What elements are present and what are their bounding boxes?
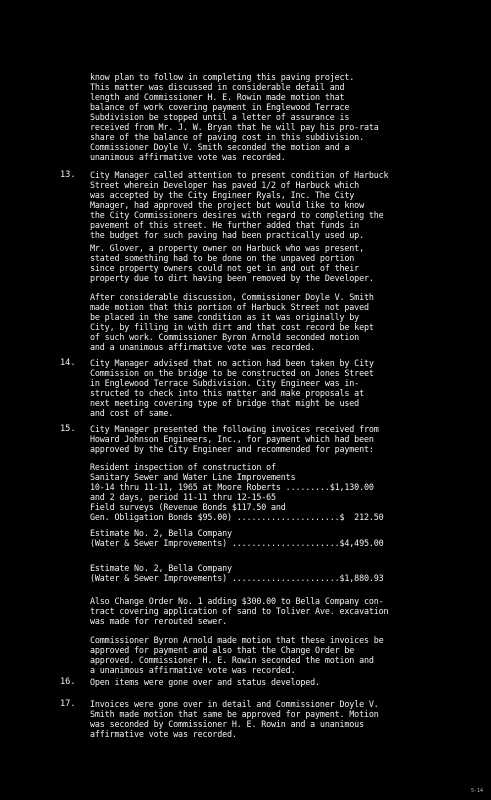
paragraph-line: of such work. Commissioner Byron Arnold seconded motion <box>90 332 360 342</box>
paragraph-line: Manager, had approved the project but would like to know <box>90 200 364 210</box>
item-number: 16. <box>60 677 76 687</box>
paragraph-line: affirmative vote was recorded. <box>90 729 237 739</box>
corner-mark: 5-14 <box>470 788 483 794</box>
paragraph-line: Commissioner Doyle V. Smith seconded the motion and a <box>90 142 350 152</box>
paragraph-line: received from Mr. J. W. Bryan that he will pay his pro-rata <box>90 122 379 132</box>
paragraph-line: Howard Johnson Engineers, Inc., for payment which had been <box>90 434 374 444</box>
paragraph-line: was made for rerouted sewer. <box>90 616 227 626</box>
invoice-line: Gen. Obligation Bonds $95.00) .....................$ 212.50 <box>90 512 384 522</box>
paragraph-line: be placed in the same condition as it was originally by <box>90 312 360 322</box>
invoice-line: 10-14 thru 11-11, 1965 at Moore Roberts .........$1,130.00 <box>90 482 374 492</box>
paragraph-line: City Manager presented the following invoices received from <box>90 424 379 434</box>
paragraph-line: next meeting covering type of bridge that might be used <box>90 398 360 408</box>
invoice-line: (Water & Sewer Improvements) ......................$4,495.00 <box>90 538 384 548</box>
paragraph-line: Commission on the bridge to be constructed on Jones Street <box>90 368 374 378</box>
paragraph-line: City Manager called attention to present condition of Harbuck <box>90 170 389 180</box>
item-number: 15. <box>60 424 76 434</box>
paragraph-line: was seconded by Commissioner H. E. Rowin and a unanimous <box>90 719 364 729</box>
paragraph-line: and cost of same. <box>90 408 174 418</box>
invoice-line: Resident inspection of construction of <box>90 462 276 472</box>
paragraph-line: Commissioner Byron Arnold made motion that these invoices be <box>90 635 384 645</box>
paragraph-line: approved by the City Engineer and recommended for payment: <box>90 444 374 454</box>
paragraph-line: pavement of this street. He further added that funds in <box>90 220 360 230</box>
invoice-line: and 2 days, period 11-11 thru 12-15-65 <box>90 492 276 502</box>
paragraph-line: After considerable discussion, Commissioner Doyle V. Smith <box>90 292 374 302</box>
invoice-line: Estimate No. 2, Bella Company <box>90 563 232 573</box>
paragraph-line: Subdivision be stopped until a letter of assurance is <box>90 112 350 122</box>
paragraph-line: Invoices were gone over in detail and Commissioner Doyle V. <box>90 699 379 709</box>
paragraph-line: unanimous affirmative vote was recorded. <box>90 152 286 162</box>
paragraph-line: made motion that this portion of Harbuck Street not paved <box>90 302 369 312</box>
paragraph-line: Street wherein Developer has paved 1/2 of Harbuck which <box>90 180 360 190</box>
paragraph-line: and a unanimous affirmative vote was recorded. <box>90 342 316 352</box>
paragraph-line: Smith made motion that same be approved for payment. Motion <box>90 709 379 719</box>
paragraph-line: since property owners could not get in and out of their <box>90 263 360 273</box>
paragraph-line: This matter was discussed in considerable detail and <box>90 82 345 92</box>
item-number: 17. <box>60 699 76 709</box>
paragraph-line: Also Change Order No. 1 adding $300.00 to Bella Company con- <box>90 596 384 606</box>
paragraph-line: City, by filling in with dirt and that cost record be kept <box>90 322 374 332</box>
item-number: 13. <box>60 170 76 180</box>
paragraph-line: was accepted by the City Engineer Ryals, Inc. The City <box>90 190 355 200</box>
paragraph-line: approved for payment and also that the Change Order be <box>90 645 355 655</box>
item-number: 14. <box>60 358 76 368</box>
invoice-line: Sanitary Sewer and Water Line Improvements <box>90 472 296 482</box>
paragraph-line: Mr. Glover, a property owner on Harbuck who was present, <box>90 243 364 253</box>
paragraph-line: a unanimous affirmative vote was recorded. <box>90 665 296 675</box>
paragraph-line: stated something had to be done on the unpaved portion <box>90 253 355 263</box>
paragraph-line: balance of work covering payment in Englewood Terrace <box>90 102 350 112</box>
paragraph-line: property due to dirt having been removed by the Developer. <box>90 273 374 283</box>
paragraph-line: know plan to follow in completing this paving project. <box>90 72 355 82</box>
invoice-line: Field surveys (Revenue Bonds $117.50 and <box>90 502 286 512</box>
invoice-line: Estimate No. 2, Bella Company <box>90 528 232 538</box>
paragraph-line: in Englewood Terrace Subdivision. City Engineer was in- <box>90 378 360 388</box>
paragraph-line: the budget for such paving had been practically used up. <box>90 230 364 240</box>
invoice-line: (Water & Sewer Improvements) ......................$1,880.93 <box>90 573 384 583</box>
paragraph-line: structed to check into this matter and make proposals at <box>90 388 364 398</box>
paragraph-line: approved. Commissioner H. E. Rowin seconded the motion and <box>90 655 374 665</box>
paragraph-line: length and Commissioner H. E. Rowin made motion that <box>90 92 345 102</box>
paragraph-line: share of the balance of paving cost in this subdivision. <box>90 132 364 142</box>
paragraph-line: the City Commissioners desires with regard to completing the <box>90 210 384 220</box>
paragraph-line: City Manager advised that no action had been taken by City <box>90 358 374 368</box>
paragraph-line: Open items were gone over and status developed. <box>90 677 320 687</box>
paragraph-line: tract covering application of sand to Toliver Ave. excavation <box>90 606 389 616</box>
